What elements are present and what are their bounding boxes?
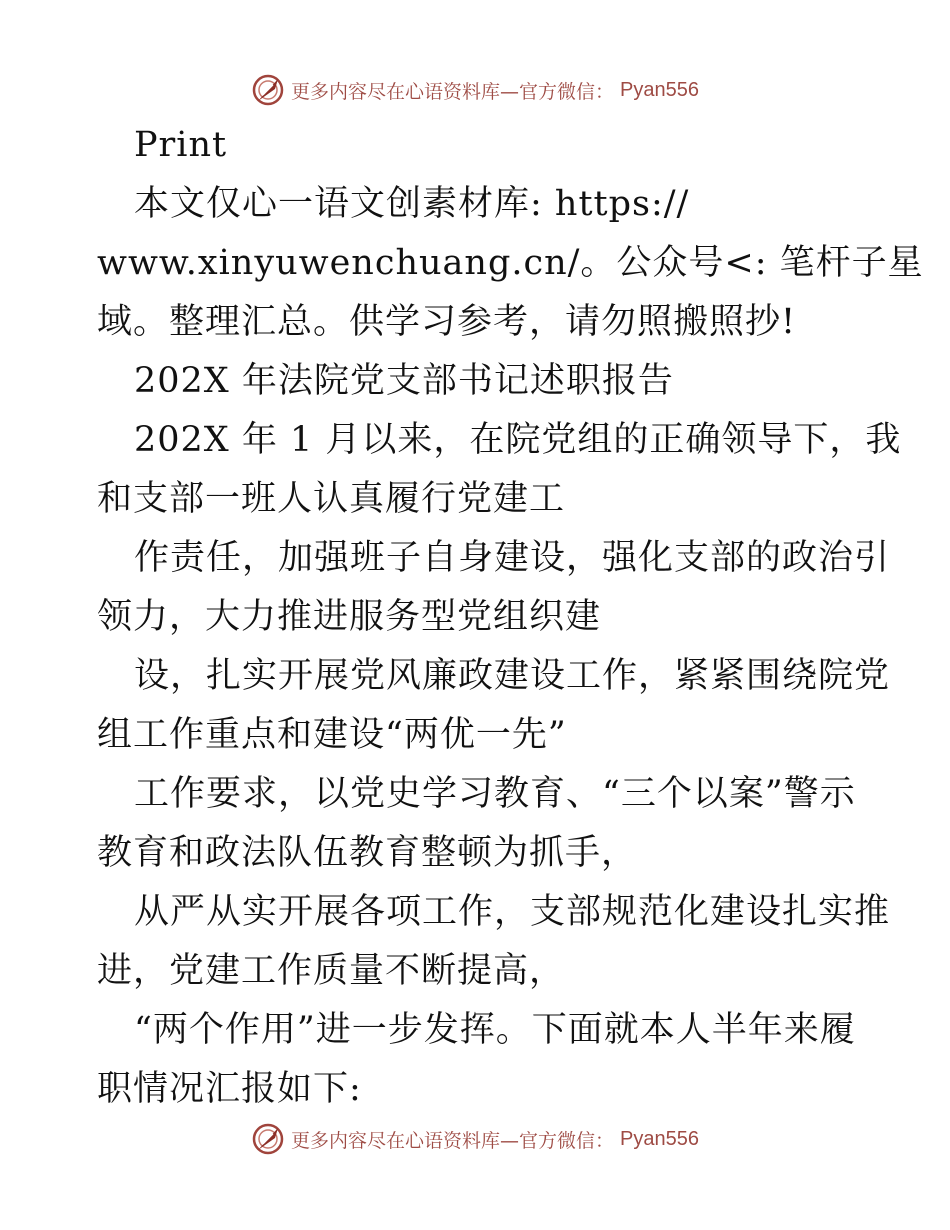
quill-seal-logo-icon <box>251 1122 285 1156</box>
doc-paragraph-line: 组工作重点和建设“两优一先” <box>97 715 567 755</box>
doc-paragraph-line: 202X 年 1 月以来，在院党组的正确领导下，我 <box>134 420 902 460</box>
doc-paragraph-line: 领力，大力推进服务型党组织建 <box>97 597 602 637</box>
doc-paragraph-line: 从严从实开展各项工作，支部规范化建设扎实推 <box>134 892 891 932</box>
doc-title: 202X 年法院党支部书记述职报告 <box>134 361 674 401</box>
watermark-text: 更多内容尽在心语资料库—官方微信： <box>291 80 615 103</box>
doc-paragraph-line: 工作要求，以党史学习教育、“三个以案”警示 <box>134 774 856 814</box>
watermark-footer <box>0 1119 950 1159</box>
doc-paragraph-line: 设，扎实开展党风廉政建设工作，紧紧围绕院党 <box>134 656 891 696</box>
doc-line-source-3: 域。整理汇总。供学习参考，请勿照搬照抄! <box>97 302 797 342</box>
doc-paragraph-line: “两个作用”进一步发挥。下面就本人半年来履 <box>134 1010 856 1050</box>
quill-seal-logo-icon <box>251 73 285 107</box>
doc-paragraph-line: 教育和政法队伍教育整顿为抓手， <box>97 833 638 873</box>
watermark-header <box>0 70 950 110</box>
doc-line-source-2: www.xinyuwenchuang.cn/。公众号<: 笔杆子星 <box>97 243 924 283</box>
doc-paragraph-line: 进，党建工作质量不断提高， <box>97 951 566 991</box>
doc-line-source-1: 本文仅心一语文创素材库: https:// <box>134 184 690 224</box>
watermark-wechat-id: Pyan556 <box>620 1127 699 1150</box>
watermark-wechat-id: Pyan556 <box>620 78 699 101</box>
doc-line-print: Print <box>134 125 228 165</box>
doc-paragraph-line: 作责任，加强班子自身建设，强化支部的政治引 <box>134 538 891 578</box>
watermark-text: 更多内容尽在心语资料库—官方微信： <box>291 1129 615 1152</box>
doc-paragraph-line: 职情况汇报如下: <box>97 1069 362 1109</box>
doc-paragraph-line: 和支部一班人认真履行党建工 <box>97 479 566 519</box>
